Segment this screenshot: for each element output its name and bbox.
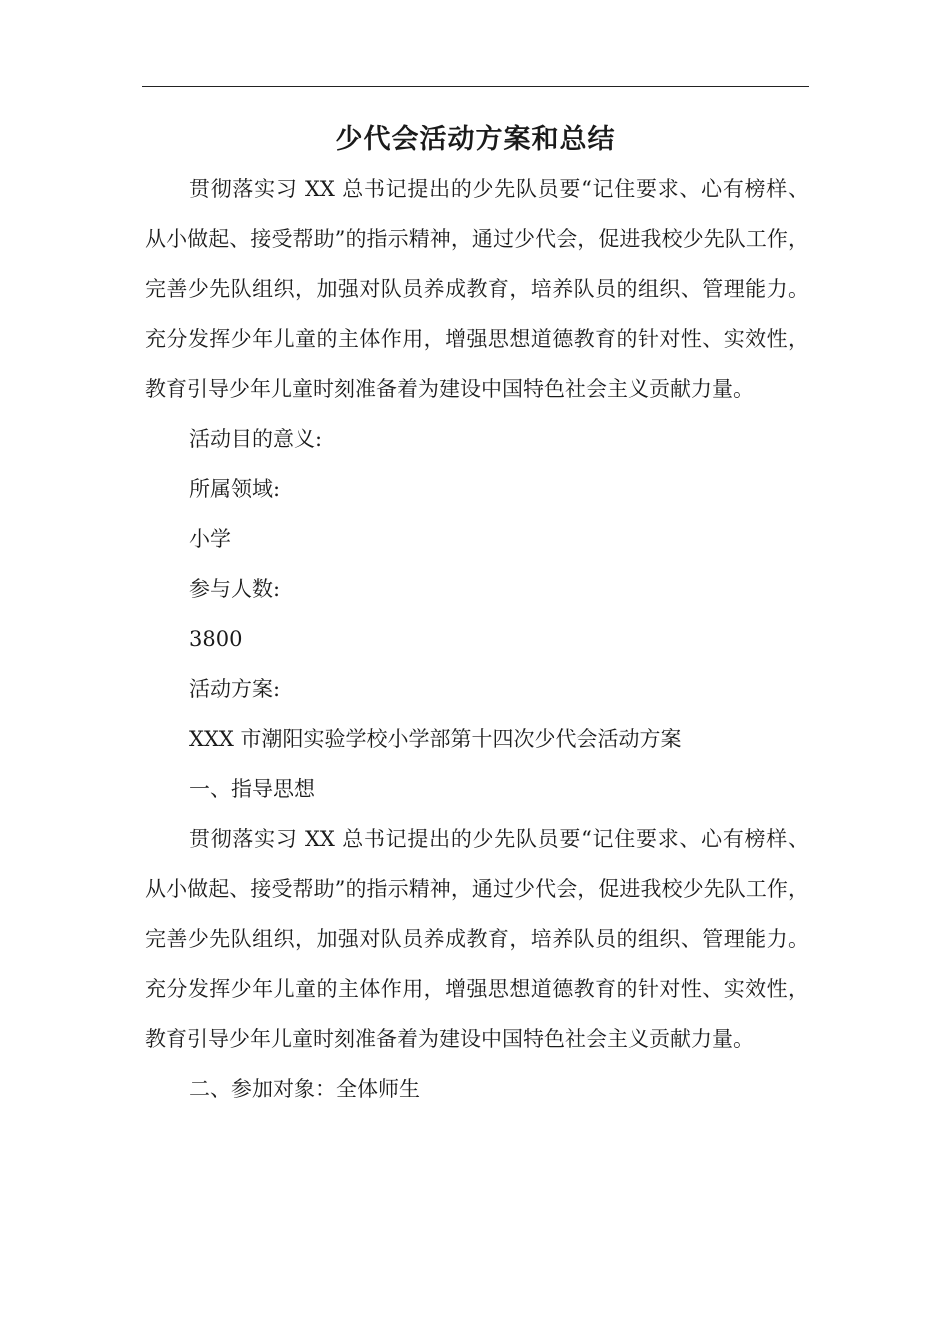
field-label: 所属领域: (189, 477, 281, 501)
document-title: 少代会活动方案和总结 (335, 124, 616, 155)
document-body (145, 164, 809, 1114)
plan-title: XXX 市潮阳实验学校小学部第十四次少代会活动方案 (189, 727, 682, 751)
plan-label: 活动方案: (189, 677, 281, 701)
participants-label: 参与人数: (189, 577, 281, 601)
field-value: 小学 (189, 527, 231, 551)
purpose-label: 活动目的意义: (189, 427, 323, 451)
header-rule (142, 86, 809, 87)
section-heading-guiding-ideology: 一、指导思想 (189, 777, 315, 801)
section-heading-participants: 二、参加对象：全体师生 (189, 1077, 420, 1101)
guiding-ideology-paragraph: 贯彻落实习 XX 总书记提出的少先队员要“记住要求、心有榜样、从小做起、接受帮助”的指示精神，通过少代会，促进我校少先队工作，完善少先队组织，加强对队员养成教育，培养队员的组织、管理能力。充分发挥少年儿童的主体作用，增强思想道德教育的针对性、实效性，教育引导少年儿童时刻准备着为建设中国特色社会主义贡献力量。 (145, 827, 809, 1051)
intro-paragraph: 贯彻落实习 XX 总书记提出的少先队员要“记住要求、心有榜样、从小做起、接受帮助”的指示精神，通过少代会，促进我校少先队工作，完善少先队组织，加强对队员养成教育，培养队员的组织、管理能力。充分发挥少年儿童的主体作用，增强思想道德教育的针对性、实效性，教育引导少年儿童时刻准备着为建设中国特色社会主义贡献力量。 (145, 177, 809, 401)
participants-value: 3800 (189, 627, 243, 651)
